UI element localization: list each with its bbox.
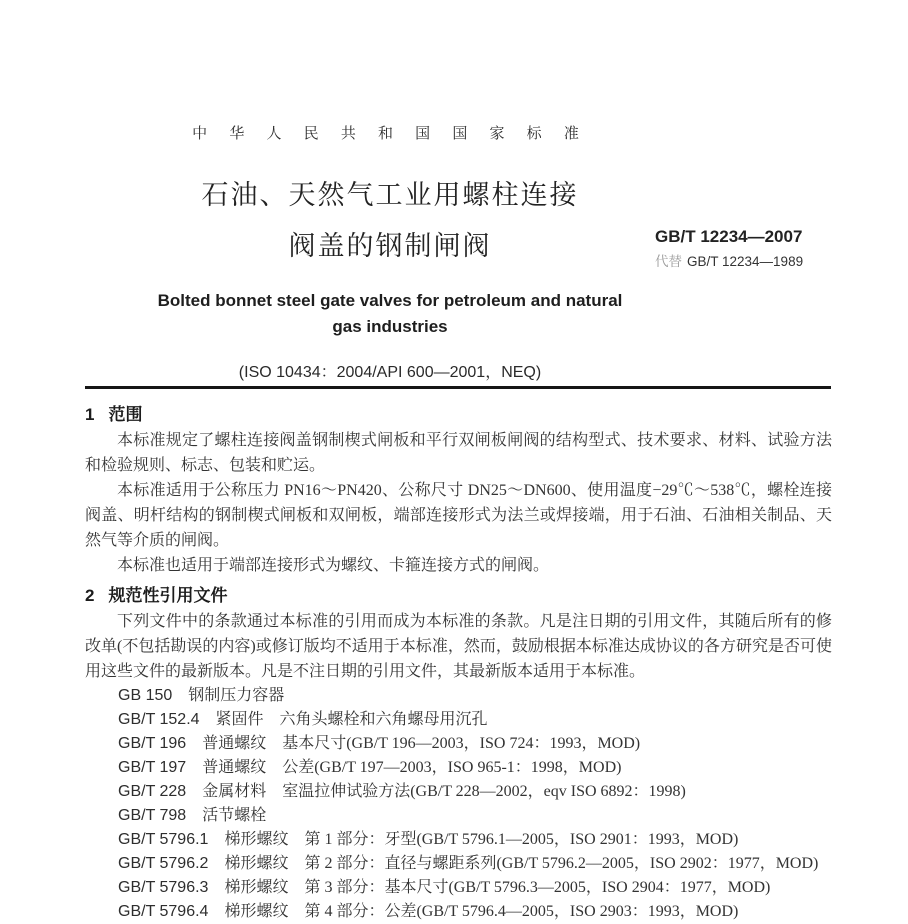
- reference-code: GB 150: [118, 687, 173, 704]
- reference-desc: 梯形螺纹 第 4 部分：公差(GB/T 5796.4—2005，ISO 2903：1993，MOD): [224, 903, 739, 920]
- references-list: [85, 684, 875, 924]
- reference-item: [85, 732, 875, 756]
- english-title-line2: gas industries: [332, 317, 448, 336]
- title-divider-rule: [85, 386, 831, 389]
- section-2-number: 2: [85, 586, 95, 605]
- standard-number: GB/T 12234—2007: [655, 227, 803, 246]
- scope-paragraph-2: 本标准适用于公称压力 PN16～PN420、公称尺寸 DN25～DN600、使用温度−29℃～538℃，螺栓连接阀盖、明杆结构的钢制楔式闸板和双闸板，端部连接形式为法兰或焊接端，用于石油、石油相关制品、天然气等介质的闸阀。: [85, 482, 832, 549]
- reference-desc: 梯形螺纹 第 3 部分：基本尺寸(GB/T 5796.3—2005，ISO 2904：1977，MOD): [224, 879, 771, 896]
- reference-code: GB/T 197: [118, 759, 187, 776]
- section-1-number: 1: [85, 405, 95, 424]
- scope-paragraph-1: 本标准规定了螺柱连接阀盖钢制楔式闸板和平行双闸板闸阀的结构型式、技术要求、材料、试验方法和检验规则、标志、包装和贮运。: [85, 432, 832, 474]
- section-1-heading: [85, 400, 142, 425]
- section-2-heading: [85, 581, 227, 606]
- reference-item: [85, 804, 875, 828]
- section-2-title: 规范性引用文件: [108, 586, 228, 605]
- scope-body: [85, 428, 832, 578]
- reference-desc: 活节螺栓: [202, 807, 267, 824]
- reference-code: GB/T 196: [118, 735, 187, 752]
- issuing-org-title: 中 华 人 民 共 和 国 国 家 标 准: [192, 125, 588, 142]
- scope-paragraph-3: 本标准也适用于端部连接形式为螺纹、卡箍连接方式的闸阀。: [117, 557, 550, 574]
- reference-item: [85, 708, 875, 732]
- reference-item: [85, 684, 875, 708]
- reference-code: GB/T 798: [118, 807, 187, 824]
- references-intro-paragraph: 下列文件中的条款通过本标准的引用而成为本标准的条款。凡是注日期的引用文件，其随后所有的修改单(不包括勘误的内容)或修订版均不适用于本标准，然而，鼓励根据本标准达成协议的各方研究是否可使用这些文件的最新版本。凡是不注日期的引用文件，其最新版本适用于本标准。: [85, 613, 832, 680]
- reference-item: [85, 828, 875, 852]
- reference-code: GB/T 228: [118, 783, 187, 800]
- replaces-label: 代替: [655, 254, 682, 269]
- replaced-standard-number: GB/T 12234—1989: [687, 254, 804, 269]
- reference-item: [85, 852, 875, 876]
- document-title-line2: 阀盖的钢制闸阀: [288, 231, 492, 261]
- reference-desc: 梯形螺纹 第 2 部分：直径与螺距系列(GB/T 5796.2—2005，ISO 2902：1977，MOD): [224, 855, 819, 872]
- english-title: [85, 288, 695, 340]
- reference-code: GB/T 5796.3: [118, 879, 209, 896]
- reference-item-clipped: [85, 900, 875, 924]
- reference-desc: 金属材料 室温拉伸试验方法(GB/T 228—2002，eqv ISO 6892：1998): [202, 783, 686, 800]
- reference-desc: 普通螺纹 公差(GB/T 197—2003，ISO 965-1：1998，MOD): [202, 759, 622, 776]
- reference-desc: 紧固件 六角头螺栓和六角螺母用沉孔: [215, 711, 488, 728]
- document-title-line1: 石油、天然气工业用螺柱连接: [201, 180, 579, 210]
- section-1-title: 范围: [108, 405, 143, 424]
- replaced-standard: [655, 250, 803, 270]
- reference-item: [85, 780, 875, 804]
- reference-item: [85, 756, 875, 780]
- reference-desc: 钢制压力容器: [188, 687, 285, 704]
- iso-equivalence-note: (ISO 10434：2004/API 600—2001，NEQ): [238, 364, 542, 381]
- reference-code: GB/T 5796.2: [118, 855, 209, 872]
- reference-desc: 普通螺纹 基本尺寸(GB/T 196—2003，ISO 724：1993，MOD): [202, 735, 641, 752]
- reference-code: GB/T 5796.4: [118, 903, 209, 920]
- references-intro: [85, 609, 832, 684]
- reference-desc: 梯形螺纹 第 1 部分：牙型(GB/T 5796.1—2005，ISO 2901：1993，MOD): [224, 831, 739, 848]
- reference-code: GB/T 152.4: [118, 711, 200, 728]
- reference-item: [85, 876, 875, 900]
- english-title-line1: Bolted bonnet steel gate valves for petroleum and natural: [157, 291, 623, 310]
- reference-code: GB/T 5796.1: [118, 831, 209, 848]
